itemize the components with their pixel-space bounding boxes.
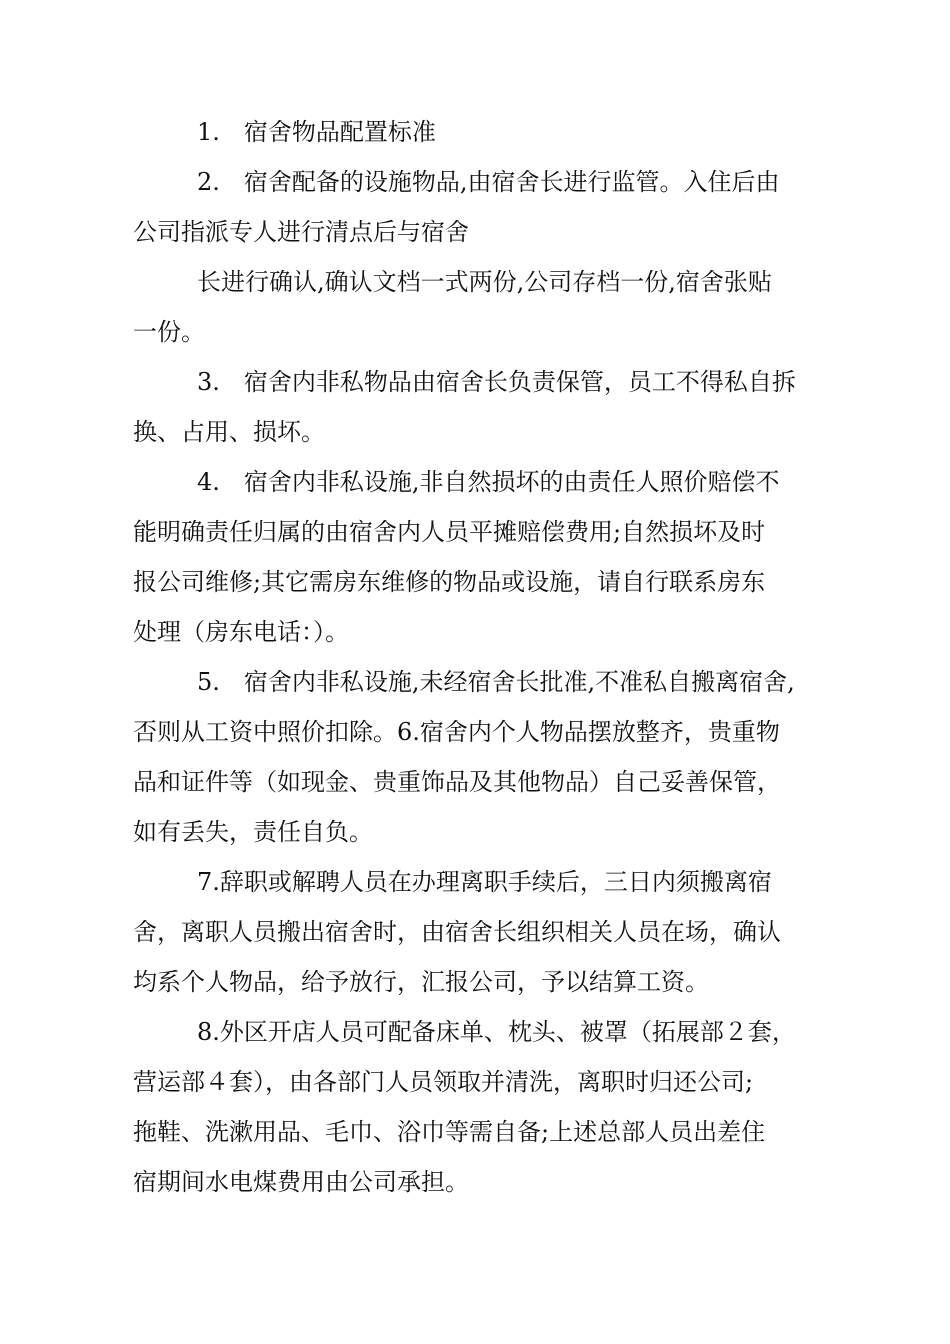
text-line: 一份。 (133, 318, 205, 346)
paragraph-7 (133, 857, 833, 1007)
text-line: 3. 宿舍内非私物品由宿舍长负责保管，员工不得私自拆 (197, 368, 796, 396)
text-line: 处理（房东电话：）。 (133, 618, 349, 646)
text-line: 1. 宿舍物品配置标准 (197, 118, 436, 146)
text-line: 品和证件等（如现金、贵重饰品及其他物品）自己妥善保管， (133, 768, 781, 796)
text-line: 舍，离职人员搬出宿舍时，由宿舍长组织相关人员在场，确认 (133, 918, 781, 946)
text-line: 换、占用、损坏。 (133, 418, 325, 446)
text-line: 4. 宿舍内非私设施,非自然损坏的由责任人照价赔偿不 (197, 468, 780, 496)
paragraph-1 (133, 107, 833, 157)
paragraph-8 (133, 1007, 833, 1207)
paragraph-5 (133, 457, 833, 657)
text-line: 公司指派专人进行清点后与宿舍 (133, 218, 469, 246)
text-line: 长进行确认,确认文档一式两份,公司存档一份,宿舍张贴 (197, 268, 772, 296)
text-line: 否则从工资中照价扣除。6.宿舍内个人物品摆放整齐，贵重物 (133, 718, 780, 746)
text-line: 营运部４套），由各部门人员领取并清洗，离职时归还公司; (133, 1068, 754, 1096)
text-line: 能明确责任归属的由宿舍内人员平摊赔偿费用;自然损坏及时 (133, 518, 766, 546)
paragraph-3 (133, 257, 833, 357)
text-line: 5. 宿舍内非私设施,未经宿舍长批准,不准私自搬离宿舍, (197, 668, 795, 696)
text-line: 8.外区开店人员可配备床单、枕头、被罩（拓展部２套， (197, 1018, 796, 1046)
text-line: 拖鞋、洗漱用品、毛巾、浴巾等需自备;上述总部人员出差住 (133, 1118, 766, 1146)
text-line: 2. 宿舍配备的设施物品,由宿舍长进行监管。入住后由 (197, 168, 780, 196)
text-line: 如有丢失，责任自负。 (133, 818, 373, 846)
text-line: 7.辞职或解聘人员在办理离职手续后，三日内须搬离宿 (197, 868, 772, 896)
text-line: 宿期间水电煤费用由公司承担。 (133, 1168, 469, 1196)
text-line: 均系个人物品，给予放行，汇报公司，予以结算工资。 (133, 968, 709, 996)
paragraph-2 (133, 157, 833, 257)
document-body (133, 107, 833, 1207)
paragraph-6 (133, 657, 833, 857)
paragraph-4 (133, 357, 833, 457)
text-line: 报公司维修;其它需房东维修的物品或设施，请自行联系房东 (133, 568, 766, 596)
